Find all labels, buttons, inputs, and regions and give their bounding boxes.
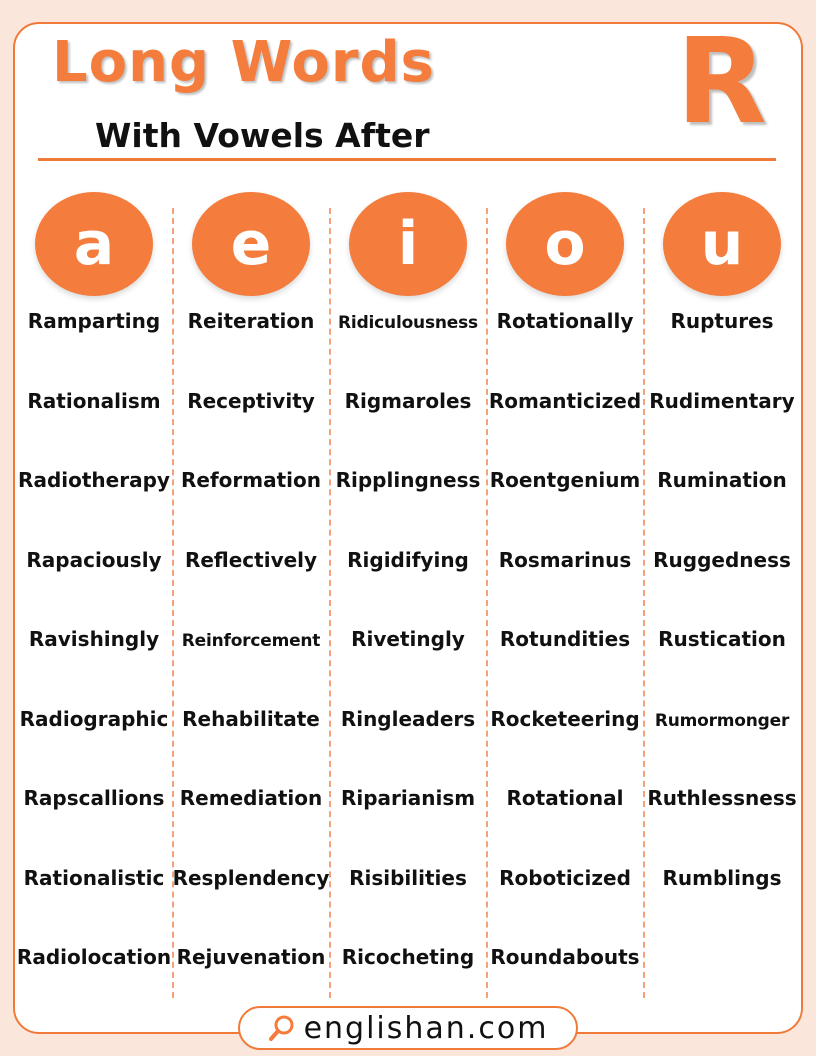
word-item: Ramparting [27,309,161,333]
word-item: Reflectively [184,548,318,572]
word-item: Roboticized [499,866,631,890]
word-item: Ricocheting [341,945,475,969]
word-item: Rehabilitate [182,707,320,731]
word-item: Receptivity [187,389,315,413]
word-item: Radiotherapy [18,468,170,492]
word-item: Roentgenium [489,468,641,492]
word-item: Radiographic [19,707,169,731]
vowel-circle-e: e [192,192,310,296]
word-item: Rotundities [499,627,631,651]
vowel-column-i [330,192,486,969]
word-item: Remediation [179,786,323,810]
word-item: Roundabouts [490,945,640,969]
vowel-column-a [16,192,172,969]
word-item: Rapscallions [23,786,165,810]
word-item: Ruptures [670,309,774,333]
word-item: Rudimentary [649,389,795,413]
search-icon [268,1014,296,1042]
word-item: Ruggedness [653,548,791,572]
page-subtitle: With Vowels After [95,116,430,155]
vowel-column-u [644,192,800,890]
word-item: Rumormonger [654,711,790,731]
word-item: Reformation [181,468,321,492]
word-item: Rustication [658,627,786,651]
site-footer[interactable] [238,1006,578,1050]
word-item: Rotationally [496,309,634,333]
word-item: Reinforcement [181,631,321,651]
word-item: Romanticized [488,389,642,413]
featured-letter: R [676,12,767,150]
word-item: Rejuvenation [176,945,326,969]
word-item: Radiolocation [16,945,172,969]
site-url[interactable]: englishan.com [303,1010,549,1046]
word-item: Rotational [506,786,624,810]
vowel-circle-a: a [35,192,153,296]
header-divider [38,158,776,161]
word-item: Rationalistic [23,866,165,890]
vowel-circle-u: u [663,192,781,296]
word-item: Rumination [657,468,787,492]
word-item: Rationalism [27,389,161,413]
word-item: Rapaciously [26,548,162,572]
word-item: Ruthlessness [647,786,797,810]
word-item: Rumblings [662,866,782,890]
word-item: Rigmaroles [344,389,472,413]
word-item: Rivetingly [351,627,465,651]
vowel-column-e [172,192,330,969]
word-item: Riparianism [340,786,476,810]
word-item: Ravishingly [28,627,160,651]
vowel-column-o [487,192,643,969]
word-item: Risibilities [349,866,467,890]
word-item: Ridiculousness [338,313,478,333]
word-item: Resplendency [172,866,330,890]
page-title: Long Words [52,30,435,95]
word-item: Rocketeering [490,707,640,731]
word-item: Ripplingness [335,468,481,492]
word-item: Reiteration [187,309,315,333]
word-item: Rosmarinus [498,548,632,572]
vowel-circle-i: i [349,192,467,296]
vowel-circle-o: o [506,192,624,296]
word-item: Ringleaders [340,707,476,731]
word-item: Rigidifying [347,548,469,572]
